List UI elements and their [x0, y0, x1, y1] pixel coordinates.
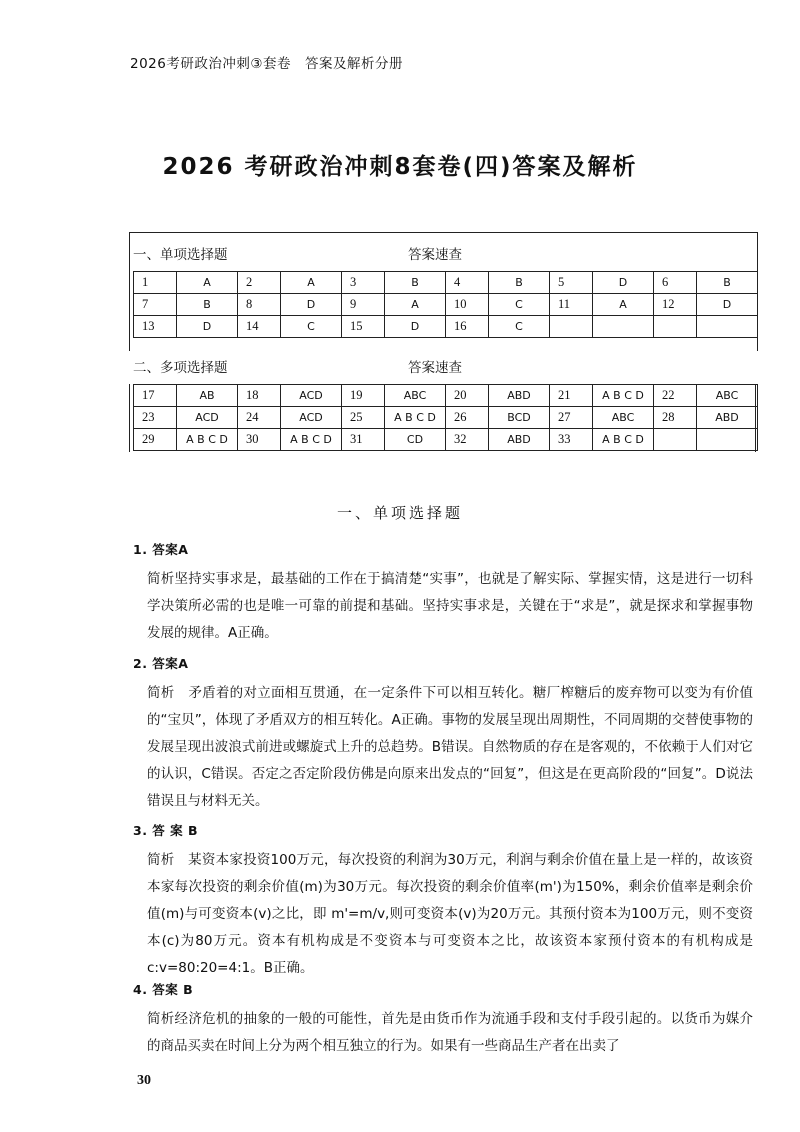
question-number: 32 — [446, 429, 489, 451]
question-number: 20 — [446, 385, 489, 407]
question-number: 16 — [446, 316, 489, 338]
question-number: 27 — [550, 407, 593, 429]
part-heading: 一、单项选择题 — [336, 504, 463, 522]
header-volume: 答案及解析分册 — [304, 56, 403, 72]
header-series: 2026考研政治冲刺③套卷 — [130, 56, 291, 72]
answer-cell: A — [177, 272, 238, 294]
answer-cell: A B C D — [281, 429, 342, 451]
answer-cell: C — [489, 316, 550, 338]
answer-cell: B — [697, 272, 758, 294]
answer-cell — [697, 429, 758, 451]
question-number: 12 — [654, 294, 697, 316]
answer-cell: A — [385, 294, 446, 316]
question-number: 11 — [550, 294, 593, 316]
question-number: 5 — [550, 272, 593, 294]
answer-cell: ABC — [385, 385, 446, 407]
question-number: 14 — [238, 316, 281, 338]
answer-cell: B — [385, 272, 446, 294]
answer-cell: A — [593, 294, 654, 316]
single-choice-heading: 一、单项选择题 — [133, 247, 228, 263]
question-number: 19 — [342, 385, 385, 407]
analysis-text: 简析 某资本家投资100万元，每次投资的利润为30万元，利润与剩余价值在量上是一样的，故该资本家每次投资的剩余价值(m)为30万元。每次投资的剩余价值率(m')为150%，剩余价值率是剩余价值(m)与可变资本(v)之比，即 m'=m/v,则可变资本(v)为20万元。其预付资本为100万元，则不变资本(c)为80万元。资本有机构成是不变资本与可变资本之比，故该资本家预付资本的有机构成是c:v=80:20=4:1。B正确。 — [147, 852, 753, 976]
answer-cell: A B C D — [385, 407, 446, 429]
question-number: 17 — [134, 385, 177, 407]
question-number — [654, 316, 697, 338]
page-title: 2026 考研政治冲刺8套卷(四)答案及解析 — [162, 154, 638, 180]
question-number: 26 — [446, 407, 489, 429]
multi-choice-answer-table — [133, 384, 758, 451]
question-number: 18 — [238, 385, 281, 407]
table-row — [134, 272, 758, 294]
answer-cell: ABD — [489, 429, 550, 451]
multi-choice-heading: 二、多项选择题 — [133, 360, 228, 376]
question-number: 2 — [238, 272, 281, 294]
page-number: 30 — [137, 1073, 151, 1088]
multi-choice-quick-label: 答案速查 — [408, 360, 462, 376]
question-number: 33 — [550, 429, 593, 451]
answer-label: 1. 答案A — [133, 542, 189, 557]
table-row — [134, 407, 758, 429]
question-number: 8 — [238, 294, 281, 316]
answer-cell: A — [281, 272, 342, 294]
answer-cell: A B C D — [177, 429, 238, 451]
table-side-rule — [129, 384, 130, 452]
question-number: 23 — [134, 407, 177, 429]
answer-label: 4. 答案 B — [133, 982, 194, 997]
answer-cell: ABD — [697, 407, 758, 429]
question-block — [133, 654, 753, 815]
running-header — [130, 52, 403, 72]
answer-cell: D — [177, 316, 238, 338]
question-number: 30 — [238, 429, 281, 451]
question-number: 31 — [342, 429, 385, 451]
answer-cell: ABC — [593, 407, 654, 429]
question-number: 4 — [446, 272, 489, 294]
question-number: 22 — [654, 385, 697, 407]
answer-cell: ABC — [697, 385, 758, 407]
answer-cell: CD — [385, 429, 446, 451]
answer-cell: AB — [177, 385, 238, 407]
answer-cell — [697, 316, 758, 338]
question-number: 6 — [654, 272, 697, 294]
answer-cell: A B C D — [593, 385, 654, 407]
question-block — [133, 540, 753, 647]
table-row — [134, 429, 758, 451]
question-number: 1 — [134, 272, 177, 294]
answer-cell: D — [697, 294, 758, 316]
analysis-text: 简析经济危机的抽象的一般的可能性，首先是由货币作为流通手段和支付手段引起的。以货币为媒介的商品买卖在时间上分为两个相互独立的行为。如果有一些商品生产者在出卖了 — [147, 1011, 753, 1054]
single-choice-quick-label: 答案速查 — [408, 247, 462, 263]
question-block — [133, 821, 753, 982]
answer-cell: ACD — [281, 385, 342, 407]
question-block — [133, 980, 753, 1060]
question-number: 13 — [134, 316, 177, 338]
question-number: 15 — [342, 316, 385, 338]
answer-cell: ACD — [281, 407, 342, 429]
answer-cell: A B C D — [593, 429, 654, 451]
single-choice-answer-table — [133, 271, 758, 338]
question-number: 7 — [134, 294, 177, 316]
answer-cell: D — [281, 294, 342, 316]
answer-cell: B — [177, 294, 238, 316]
answer-label: 3. 答 案 B — [133, 823, 199, 838]
question-number: 24 — [238, 407, 281, 429]
answer-cell: D — [593, 272, 654, 294]
answer-label: 2. 答案A — [133, 656, 189, 671]
question-number: 25 — [342, 407, 385, 429]
analysis-text: 简析坚持实事求是，最基础的工作在于搞清楚“实事”，也就是了解实际、掌握实情，这是进行一切科学决策所必需的也是唯一可靠的前提和基础。坚持实事求是，关键在于“求是”，就是探求和掌握事物发展的规律。A正确。 — [147, 571, 753, 641]
analysis-text: 简析 矛盾着的对立面相互贯通，在一定条件下可以相互转化。糖厂榨糖后的废弃物可以变为有价值的“宝贝”，体现了矛盾双方的相互转化。A正确。事物的发展呈现出周期性，不同周期的交替使事物的发展呈现出波浪式前进或螺旋式上升的总趋势。B错误。自然物质的存在是客观的，不依赖于人们对它的认识，C错误。否定之否定阶段仿佛是向原来出发点的“回复”，但这是在更高阶段的“回复”。D说法错误且与材料无关。 — [147, 685, 753, 809]
question-number — [654, 429, 697, 451]
answer-cell — [593, 316, 654, 338]
answer-cell: C — [489, 294, 550, 316]
table-row — [134, 294, 758, 316]
answer-cell: D — [385, 316, 446, 338]
answer-cell: C — [281, 316, 342, 338]
question-number: 29 — [134, 429, 177, 451]
question-number: 9 — [342, 294, 385, 316]
question-number: 10 — [446, 294, 489, 316]
table-row — [134, 316, 758, 338]
answer-cell: BCD — [489, 407, 550, 429]
answer-cell: B — [489, 272, 550, 294]
question-number: 21 — [550, 385, 593, 407]
answer-cell: ACD — [177, 407, 238, 429]
question-number — [550, 316, 593, 338]
question-number: 3 — [342, 272, 385, 294]
table-row — [134, 385, 758, 407]
question-number: 28 — [654, 407, 697, 429]
answer-cell: ABD — [489, 385, 550, 407]
